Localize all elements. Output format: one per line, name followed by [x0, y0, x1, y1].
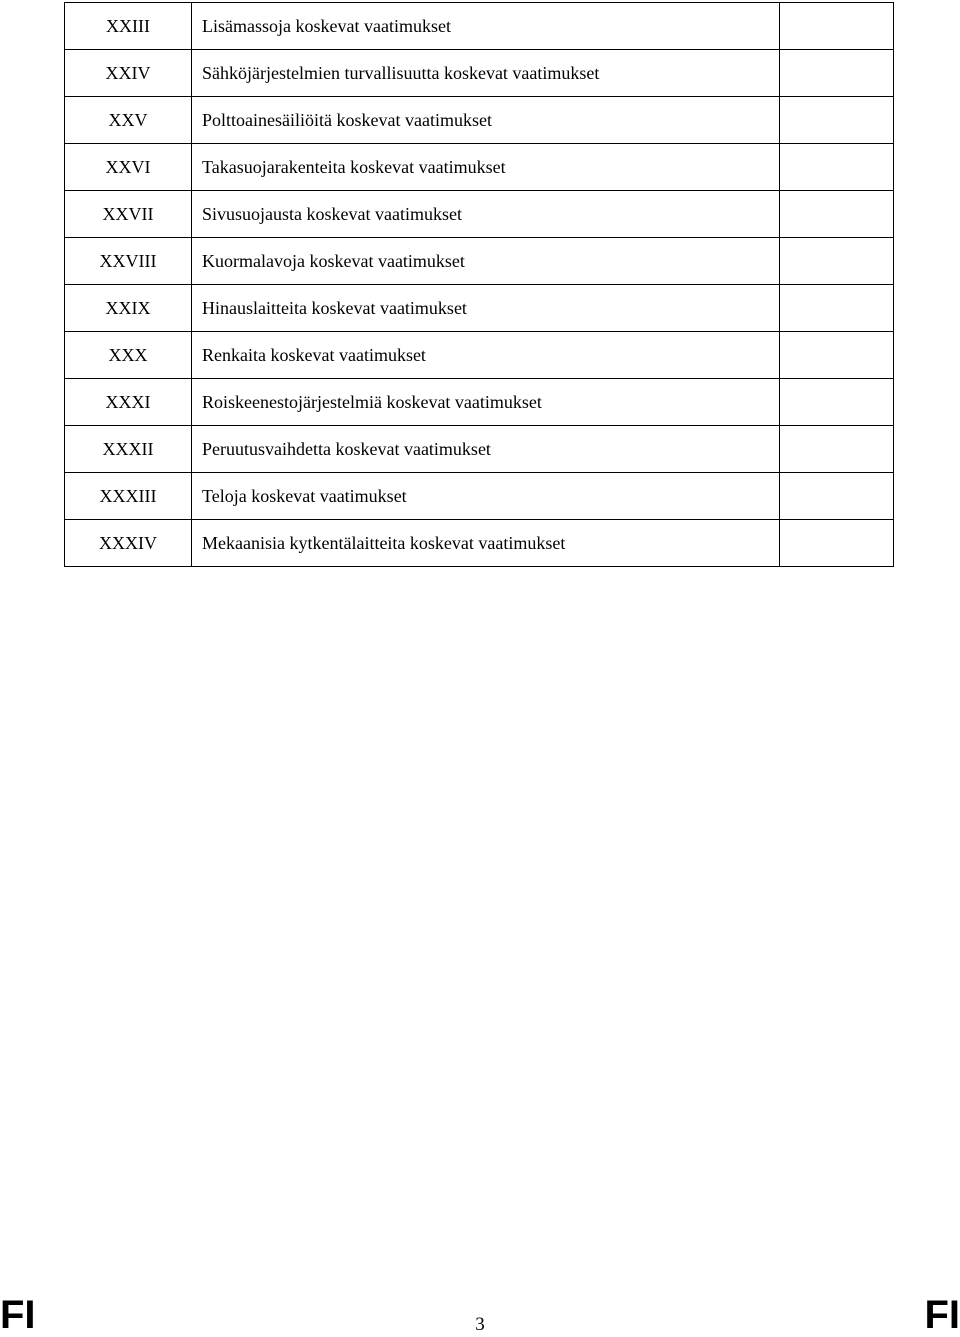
annex-title: Renkaita koskevat vaatimukset [192, 332, 780, 379]
annex-number: XXVIII [65, 238, 192, 285]
annex-title: Polttoainesäiliöitä koskevat vaatimukset [192, 97, 780, 144]
empty-cell [780, 144, 894, 191]
empty-cell [780, 3, 894, 50]
table-row [65, 473, 894, 520]
empty-cell [780, 97, 894, 144]
annex-number: XXV [65, 97, 192, 144]
footer-language-left: FI [0, 1293, 36, 1337]
annex-number: XXXIV [65, 520, 192, 567]
annex-title: Peruutusvaihdetta koskevat vaatimukset [192, 426, 780, 473]
annex-title: Hinauslaitteita koskevat vaatimukset [192, 285, 780, 332]
annex-number: XXX [65, 332, 192, 379]
annex-table-body [65, 3, 894, 567]
empty-cell [780, 520, 894, 567]
annex-title: Teloja koskevat vaatimukset [192, 473, 780, 520]
table-row [65, 379, 894, 426]
annex-number: XXIV [65, 50, 192, 97]
empty-cell [780, 426, 894, 473]
table-row [65, 144, 894, 191]
table-row [65, 520, 894, 567]
annex-number: XXXIII [65, 473, 192, 520]
annex-number: XXXI [65, 379, 192, 426]
empty-cell [780, 285, 894, 332]
table-row [65, 332, 894, 379]
footer-language-right: FI [924, 1293, 960, 1337]
empty-cell [780, 473, 894, 520]
page-number: 3 [475, 1314, 485, 1335]
annex-title: Sähköjärjestelmien turvallisuutta koskevat vaatimukset [192, 50, 780, 97]
empty-cell [780, 238, 894, 285]
annex-number: XXXII [65, 426, 192, 473]
empty-cell [780, 332, 894, 379]
table-row [65, 191, 894, 238]
table-row [65, 285, 894, 332]
annex-number: XXVI [65, 144, 192, 191]
annex-number: XXIX [65, 285, 192, 332]
annex-table [64, 2, 894, 567]
annex-number: XXIII [65, 3, 192, 50]
annex-title: Lisämassoja koskevat vaatimukset [192, 3, 780, 50]
annex-title: Sivusuojausta koskevat vaatimukset [192, 191, 780, 238]
table-row [65, 97, 894, 144]
empty-cell [780, 50, 894, 97]
empty-cell [780, 191, 894, 238]
annex-title: Roiskeenestojärjestelmiä koskevat vaatimukset [192, 379, 780, 426]
annex-number: XXVII [65, 191, 192, 238]
empty-cell [780, 379, 894, 426]
annex-title: Kuormalavoja koskevat vaatimukset [192, 238, 780, 285]
table-row [65, 50, 894, 97]
table-row [65, 238, 894, 285]
table-row [65, 3, 894, 50]
table-row [65, 426, 894, 473]
annex-title: Takasuojarakenteita koskevat vaatimukset [192, 144, 780, 191]
annex-title: Mekaanisia kytkentälaitteita koskevat vaatimukset [192, 520, 780, 567]
